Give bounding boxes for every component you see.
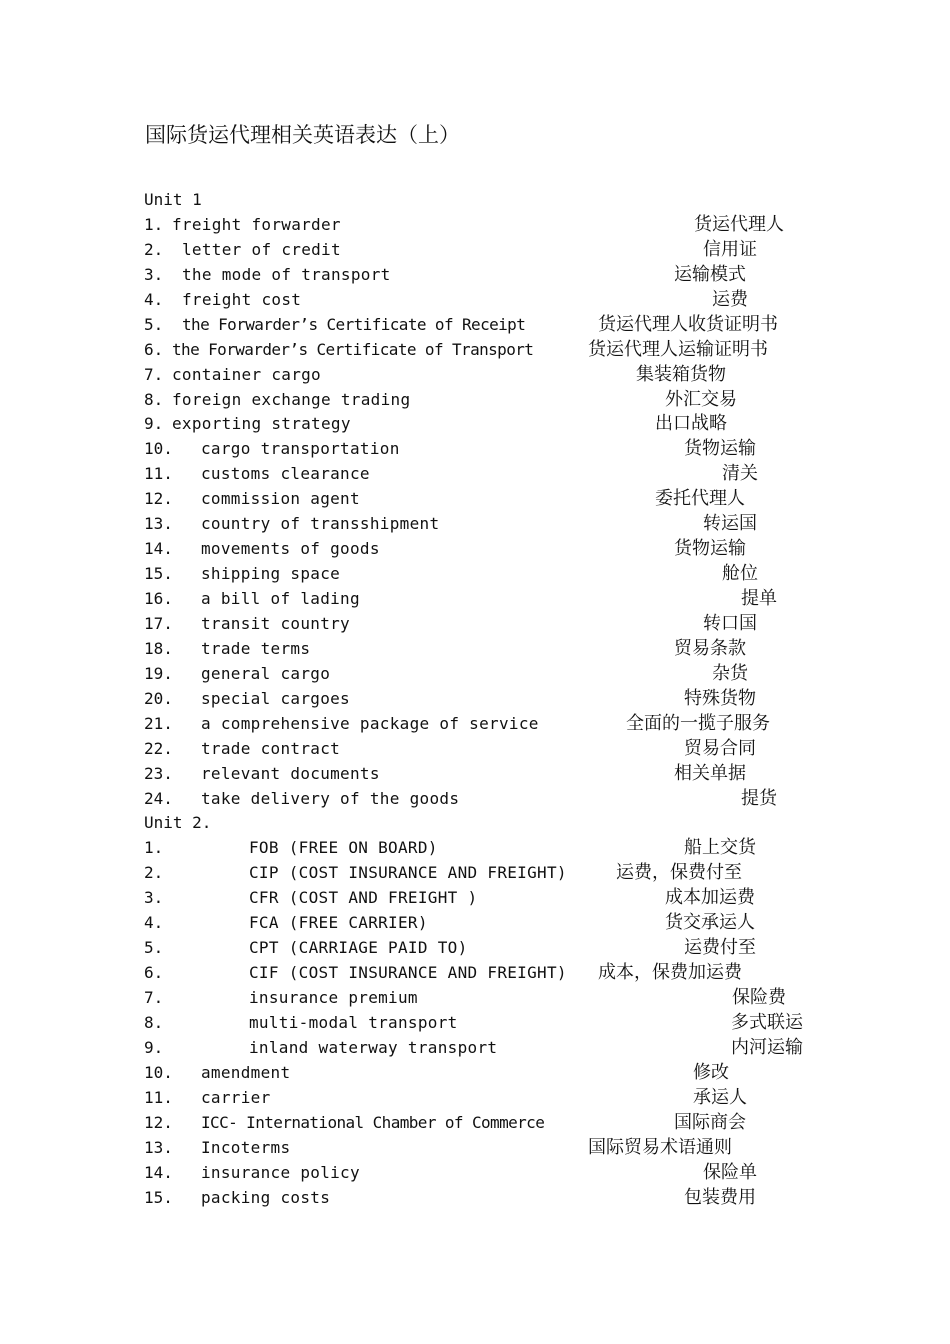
english-term: CIP (COST INSURANCE AND FREIGHT) bbox=[249, 863, 567, 883]
item-number: 3. bbox=[144, 888, 164, 908]
list-item bbox=[0, 338, 950, 363]
english-term: take delivery of the goods bbox=[201, 788, 460, 808]
english-term: insurance policy bbox=[201, 1162, 360, 1182]
list-item bbox=[0, 462, 950, 487]
list-item bbox=[0, 263, 950, 288]
english-term: ICC- International Chamber of Commerce bbox=[201, 1112, 545, 1132]
item-number: 22. bbox=[144, 738, 173, 758]
list-item bbox=[0, 537, 950, 562]
list-item bbox=[0, 1061, 950, 1086]
chinese-term: 货运代理人收货证明书 bbox=[598, 313, 778, 335]
item-number: 2. bbox=[144, 863, 164, 883]
chinese-term: 提单 bbox=[741, 588, 777, 609]
item-number: 7. bbox=[144, 988, 164, 1007]
english-term: the mode of transport bbox=[182, 264, 391, 284]
item-number: 15. bbox=[144, 564, 173, 584]
english-term: amendment bbox=[201, 1062, 291, 1082]
english-term: relevant documents bbox=[201, 763, 380, 783]
list-item bbox=[0, 712, 950, 737]
chinese-term: 成本加运费 bbox=[665, 887, 755, 909]
chinese-term: 提货 bbox=[741, 787, 777, 809]
english-term: cargo transportation bbox=[201, 439, 400, 459]
list-item bbox=[0, 1011, 950, 1036]
list-item bbox=[0, 1136, 950, 1161]
list-item bbox=[0, 687, 950, 712]
chinese-term: 出口战略 bbox=[655, 413, 727, 435]
english-term: carrier bbox=[201, 1087, 271, 1107]
item-number: 8. bbox=[144, 389, 164, 409]
chinese-term: 运费 bbox=[712, 288, 748, 310]
english-term: shipping space bbox=[201, 564, 341, 584]
list-item bbox=[0, 388, 950, 413]
item-number: 13. bbox=[144, 1137, 173, 1157]
english-term: inland waterway transport bbox=[249, 1037, 498, 1057]
english-term: packing costs bbox=[201, 1187, 331, 1207]
chinese-term: 委托代理人 bbox=[655, 488, 745, 510]
item-number: 19. bbox=[144, 663, 173, 683]
english-term: multi-modal transport bbox=[249, 1012, 458, 1032]
chinese-term: 国际商会 bbox=[674, 1111, 746, 1133]
list-item bbox=[0, 762, 950, 787]
chinese-term: 杂货 bbox=[712, 662, 748, 684]
english-term: a comprehensive package of service bbox=[201, 713, 539, 733]
chinese-term: 舱位 bbox=[722, 563, 758, 585]
item-number: 24. bbox=[144, 788, 173, 808]
chinese-term: 包装费用 bbox=[684, 1186, 756, 1208]
chinese-term: 国际贸易术语通则 bbox=[588, 1136, 732, 1158]
english-term: country of transshipment bbox=[201, 514, 440, 534]
page-title: 国际货运代理相关英语表达（上） bbox=[145, 123, 460, 147]
list-item bbox=[0, 562, 950, 587]
list-item bbox=[0, 512, 950, 537]
list-item bbox=[0, 1086, 950, 1111]
chinese-term: 集装箱货物 bbox=[636, 363, 726, 385]
item-number: 5. bbox=[144, 938, 164, 958]
item-number: 2. bbox=[144, 239, 164, 259]
item-number: 4. bbox=[144, 913, 164, 933]
chinese-term: 多式联运 bbox=[731, 1011, 803, 1033]
english-term: commission agent bbox=[201, 489, 360, 509]
list-item bbox=[0, 961, 950, 986]
english-term: container cargo bbox=[172, 364, 321, 384]
chinese-term: 运费，保费付至 bbox=[616, 862, 742, 884]
item-number: 11. bbox=[144, 464, 173, 484]
chinese-term: 特殊货物 bbox=[684, 687, 756, 709]
chinese-term: 货物运输 bbox=[674, 538, 746, 560]
list-item bbox=[0, 487, 950, 512]
list-item bbox=[0, 737, 950, 762]
unit-2-heading: Unit 2. bbox=[144, 813, 212, 833]
english-term: the Forwarder’s Certificate of Receipt bbox=[182, 314, 526, 334]
english-term: the Forwarder’s Certificate of Transport bbox=[172, 339, 534, 359]
list-item bbox=[0, 986, 950, 1011]
item-number: 1. bbox=[144, 838, 164, 858]
unit-1-heading: Unit 1 bbox=[144, 190, 202, 209]
item-number: 17. bbox=[144, 613, 173, 633]
item-number: 9. bbox=[144, 1037, 164, 1057]
unit-heading bbox=[0, 811, 950, 836]
list-item bbox=[0, 1111, 950, 1136]
item-number: 20. bbox=[144, 688, 173, 708]
list-item bbox=[0, 363, 950, 388]
english-term: freight forwarder bbox=[172, 214, 341, 234]
list-item bbox=[0, 662, 950, 687]
list-item bbox=[0, 936, 950, 961]
chinese-term: 货交承运人 bbox=[665, 912, 755, 934]
item-number: 8. bbox=[144, 1012, 164, 1032]
english-term: transit country bbox=[201, 613, 350, 633]
item-number: 6. bbox=[144, 963, 164, 983]
chinese-term: 信用证 bbox=[703, 238, 757, 260]
english-term: special cargoes bbox=[201, 688, 350, 708]
list-item bbox=[0, 886, 950, 911]
english-term: exporting strategy bbox=[172, 414, 351, 434]
chinese-term: 贸易合同 bbox=[684, 737, 756, 759]
item-number: 7. bbox=[144, 364, 164, 384]
chinese-term: 内河运输 bbox=[731, 1036, 803, 1058]
item-number: 13. bbox=[144, 514, 173, 534]
list-item bbox=[0, 412, 950, 437]
item-number: 10. bbox=[144, 1062, 173, 1082]
list-item bbox=[0, 612, 950, 637]
english-term: a bill of lading bbox=[201, 589, 360, 608]
item-number: 12. bbox=[144, 1112, 173, 1132]
item-number: 1. bbox=[144, 214, 164, 234]
list-item bbox=[0, 288, 950, 313]
chinese-term: 贸易条款 bbox=[674, 637, 746, 659]
english-term: FOB (FREE ON BOARD) bbox=[249, 838, 438, 858]
list-item bbox=[0, 313, 950, 338]
list-item bbox=[0, 238, 950, 263]
chinese-term: 转运国 bbox=[703, 513, 757, 535]
list-item bbox=[0, 787, 950, 812]
item-number: 18. bbox=[144, 638, 173, 658]
chinese-term: 相关单据 bbox=[674, 762, 746, 784]
item-number: 23. bbox=[144, 763, 173, 783]
list-item bbox=[0, 213, 950, 238]
list-item bbox=[0, 437, 950, 462]
item-number: 11. bbox=[144, 1087, 173, 1107]
chinese-term: 承运人 bbox=[693, 1086, 747, 1108]
item-number: 14. bbox=[144, 1162, 173, 1182]
list-item bbox=[0, 1186, 950, 1211]
item-number: 6. bbox=[144, 339, 164, 359]
item-number: 21. bbox=[144, 713, 173, 733]
list-item bbox=[0, 1161, 950, 1186]
chinese-term: 保险单 bbox=[703, 1161, 757, 1183]
chinese-term: 成本，保费加运费 bbox=[598, 962, 742, 984]
chinese-term: 货运代理人 bbox=[694, 213, 784, 235]
english-term: CFR (COST AND FREIGHT ) bbox=[249, 888, 478, 908]
list-item bbox=[0, 587, 950, 612]
chinese-term: 清关 bbox=[722, 463, 758, 485]
english-term: CIF (COST INSURANCE AND FREIGHT) bbox=[249, 963, 567, 983]
unit-heading bbox=[0, 188, 950, 213]
item-number: 12. bbox=[144, 489, 173, 509]
list-item bbox=[0, 911, 950, 936]
english-term: letter of credit bbox=[182, 239, 341, 259]
chinese-term: 运输模式 bbox=[674, 263, 746, 285]
english-term: trade terms bbox=[201, 638, 311, 658]
english-term: Incoterms bbox=[201, 1137, 291, 1157]
chinese-term: 全面的一揽子服务 bbox=[626, 712, 770, 734]
english-term: insurance premium bbox=[249, 988, 418, 1007]
item-number: 10. bbox=[144, 439, 173, 459]
english-term: FCA (FREE CARRIER) bbox=[249, 913, 428, 933]
chinese-term: 修改 bbox=[693, 1061, 729, 1083]
list-item bbox=[0, 637, 950, 662]
item-number: 9. bbox=[144, 414, 164, 434]
english-term: freight cost bbox=[182, 289, 302, 309]
english-term: movements of goods bbox=[201, 539, 380, 559]
english-term: trade contract bbox=[201, 738, 341, 758]
chinese-term: 外汇交易 bbox=[665, 388, 737, 410]
chinese-term: 运费付至 bbox=[684, 937, 756, 959]
item-number: 5. bbox=[144, 314, 164, 334]
list-item bbox=[0, 1036, 950, 1061]
chinese-term: 货运代理人运输证明书 bbox=[588, 338, 768, 360]
english-term: CPT (CARRIAGE PAID TO) bbox=[249, 938, 468, 958]
item-number: 14. bbox=[144, 539, 173, 559]
english-term: foreign exchange trading bbox=[172, 389, 411, 409]
chinese-term: 船上交货 bbox=[684, 837, 756, 859]
item-number: 3. bbox=[144, 264, 164, 284]
vocabulary-list bbox=[0, 188, 950, 1210]
list-item bbox=[0, 861, 950, 886]
item-number: 4. bbox=[144, 289, 164, 309]
english-term: general cargo bbox=[201, 663, 331, 683]
chinese-term: 转口国 bbox=[703, 612, 757, 634]
item-number: 15. bbox=[144, 1187, 173, 1207]
chinese-term: 货物运输 bbox=[684, 438, 756, 460]
item-number: 16. bbox=[144, 589, 173, 608]
list-item bbox=[0, 836, 950, 861]
english-term: customs clearance bbox=[201, 464, 370, 484]
chinese-term: 保险费 bbox=[732, 987, 786, 1008]
